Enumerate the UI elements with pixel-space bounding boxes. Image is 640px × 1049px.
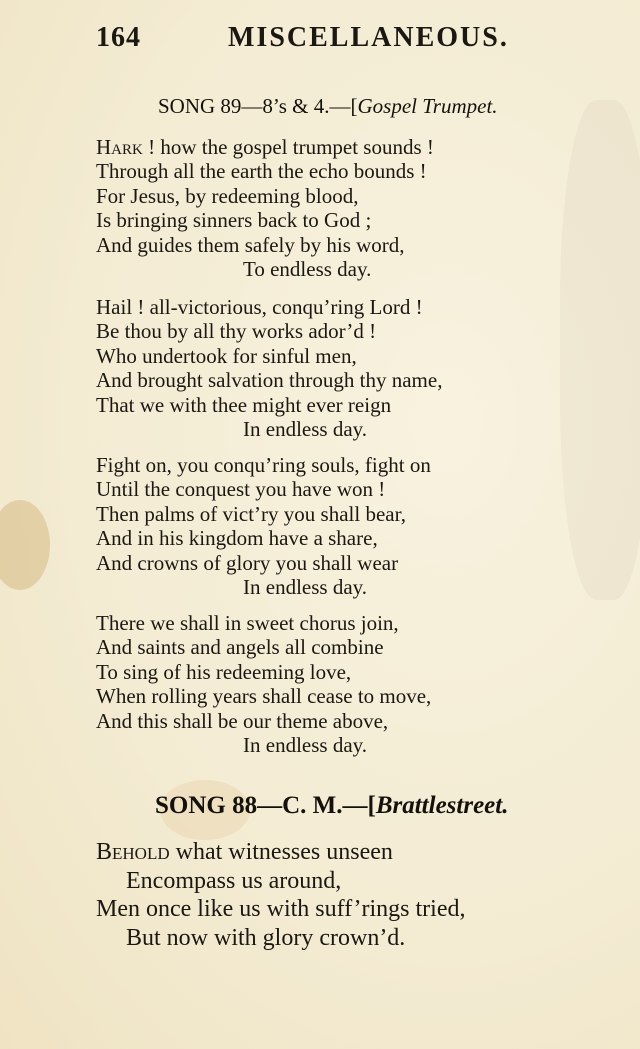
song-88-label: SONG 88—C. M.—[ [155, 792, 376, 819]
bleed-through [560, 100, 640, 600]
song-89-stanza-3 [96, 453, 431, 599]
refrain-line: In endless day. [243, 417, 368, 442]
song-89-stanza-4 [96, 611, 431, 757]
verse-line: Behold what witnesses unseen [96, 839, 393, 865]
verse-line: And in his kingdom have a share, [96, 526, 378, 551]
verse-line: Fight on, you conqu’ring souls, fight on [96, 453, 431, 477]
verse-line: Until the conquest you have won ! [96, 477, 386, 502]
song-89-stanza-2 [96, 295, 442, 441]
verse-line: Is bringing sinners back to God ; [96, 208, 372, 233]
song-89-stanza-1 [96, 135, 434, 281]
verse-line: Who undertook for sinful men, [96, 343, 357, 368]
verse-line: And saints and angels all combine [96, 635, 384, 660]
verse-line: To sing of his redeeming love, [96, 659, 352, 684]
verse-line: That we with thee might ever reign [96, 392, 392, 417]
drop-word: Behold [96, 839, 170, 865]
song-88-heading [155, 792, 508, 820]
verse-line: And brought salvation through thy name, [96, 368, 443, 393]
verse-line: But now with glory crown’d. [126, 924, 406, 951]
verse-line: And this shall be our theme above, [96, 708, 389, 733]
page-header [96, 22, 526, 62]
verse-line: For Jesus, by redeeming blood, [96, 183, 359, 208]
verse-line: Be thou by all thy works ador’d ! [96, 319, 377, 344]
song-88-tune: Brattlestreet. [375, 792, 509, 819]
song-89-tune: Gospel Trumpet. [357, 94, 498, 118]
page-number: 164 [96, 22, 141, 53]
song-88-stanza-1 [96, 838, 465, 952]
refrain-line: In endless day. [243, 575, 368, 600]
refrain-line: To endless day. [243, 257, 372, 282]
refrain-line: In endless day. [243, 733, 368, 758]
verse-line: Through all the earth the echo bounds ! [96, 159, 427, 184]
verse-line: Encompass us around, [126, 867, 342, 894]
verse-line: Hail ! all-victorious, conqu’ring Lord ! [96, 295, 423, 319]
verse-line: There we shall in sweet chorus join, [96, 611, 399, 635]
verse-line: Hark ! how the gospel trumpet sounds ! [96, 135, 434, 159]
page-stain [0, 500, 50, 590]
song-89-heading [158, 94, 498, 119]
verse-line: Men once like us with suff’rings tried, [96, 896, 466, 922]
running-title: MISCELLANEOUS. [228, 22, 509, 53]
verse-line: And guides them safely by his word, [96, 232, 405, 257]
song-89-label: SONG 89—8’s & 4.—[ [158, 94, 358, 118]
verse-line: Then palms of vict’ry you shall bear, [96, 501, 406, 526]
drop-word: Hark [96, 135, 143, 159]
verse-line: And crowns of glory you shall wear [96, 550, 399, 575]
verse-line: When rolling years shall cease to move, [96, 684, 432, 709]
